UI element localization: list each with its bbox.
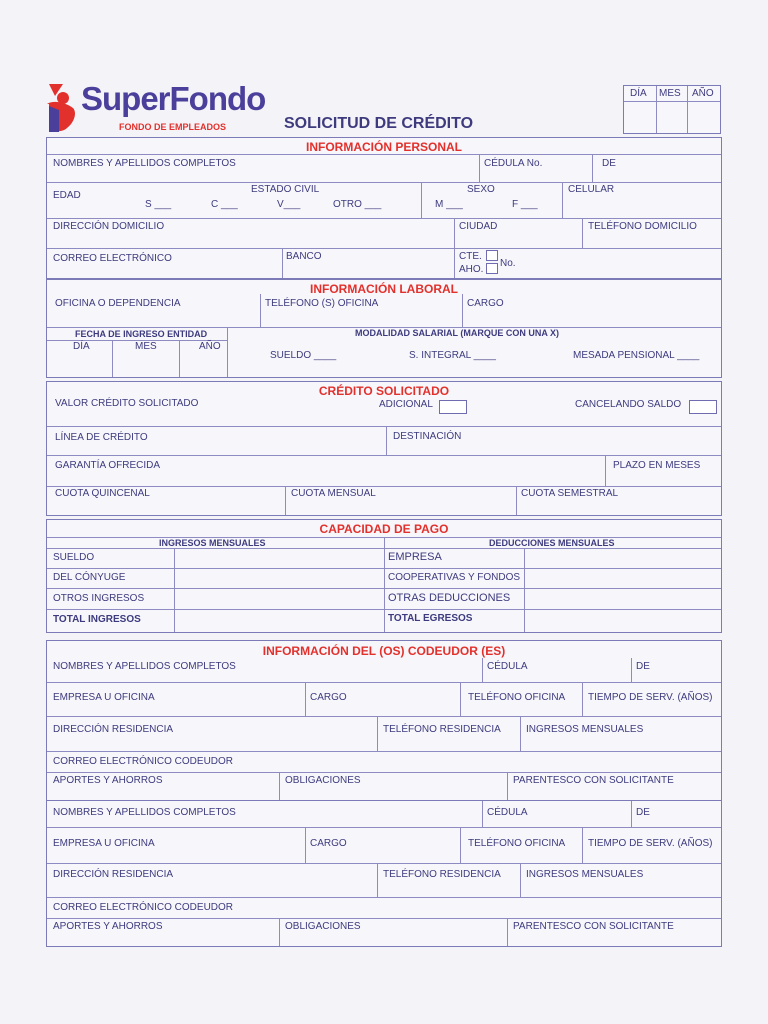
credito-cancelando-label: CANCELANDO SALDO xyxy=(575,399,682,410)
credito-linea-label: LÍNEA DE CRÉDITO xyxy=(55,432,148,443)
laboral-mes-label: MES xyxy=(135,341,157,352)
codeudor1-correo-label: CORREO ELECTRÓNICO CODEUDOR xyxy=(53,756,234,767)
codeudor1-names-label: NOMBRES Y APELLIDOS COMPLETOS xyxy=(53,661,236,672)
personal-ciudad-label: CIUDAD xyxy=(459,221,498,232)
ingreso-otros-label: OTROS INGRESOS xyxy=(53,593,145,604)
personal-celular-label: CELULAR xyxy=(568,184,615,195)
personal-otro-option[interactable]: OTRO ___ xyxy=(333,199,382,210)
codeudor-heading: INFORMACIÓN DEL (OS) CODEUDOR (ES) xyxy=(262,644,506,658)
deduccion-otras-label: OTRAS DEDUCCIONES xyxy=(388,592,511,604)
total-egresos-label: TOTAL EGRESOS xyxy=(388,613,473,624)
personal-sexo-label: SEXO xyxy=(467,184,495,195)
date-month-label: MES xyxy=(659,88,681,99)
section-personal xyxy=(46,137,722,279)
personal-v-option[interactable]: V___ xyxy=(277,199,301,210)
codeudor1-de-label: DE xyxy=(636,661,650,672)
personal-aho-label: AHO. xyxy=(459,264,484,275)
codeudor2-telefono-residencia-label: TELÉFONO RESIDENCIA xyxy=(383,869,501,880)
codeudor2-aportes-label: APORTES Y AHORROS xyxy=(53,921,163,932)
personal-m-option[interactable]: M ___ xyxy=(435,199,463,210)
laboral-integral-option[interactable]: S. INTEGRAL ____ xyxy=(409,350,496,361)
credito-mensual-label: CUOTA MENSUAL xyxy=(291,488,376,499)
laboral-anio-label: AÑO xyxy=(199,341,221,352)
credito-destinacion-label: DESTINACIÓN xyxy=(393,431,462,442)
personal-s-option[interactable]: S ___ xyxy=(145,199,172,210)
adicional-checkbox[interactable] xyxy=(439,400,467,414)
logo-tagline: FONDO DE EMPLEADOS xyxy=(119,122,227,132)
codeudor1-parentesco-label: PARENTESCO CON SOLICITANTE xyxy=(513,775,674,786)
credito-adicional-label: ADICIONAL xyxy=(379,399,433,410)
aho-checkbox[interactable] xyxy=(486,263,498,274)
section-laboral xyxy=(46,279,722,378)
laboral-dia-label: DÍA xyxy=(73,341,90,352)
deduccion-empresa-label: EMPRESA xyxy=(388,551,442,563)
personal-cte-label: CTE. xyxy=(459,251,482,262)
laboral-oficina-label: OFICINA O DEPENDENCIA xyxy=(55,298,181,309)
capacidad-heading: CAPACIDAD DE PAGO xyxy=(319,522,449,536)
codeudor2-correo-label: CORREO ELECTRÓNICO CODEUDOR xyxy=(53,902,234,913)
laboral-modalidad-label: MODALIDAD SALARIAL (MARQUE CON UNA X) xyxy=(355,328,559,338)
date-box xyxy=(623,85,721,134)
credito-garantia-label: GARANTÍA OFRECIDA xyxy=(55,460,161,471)
personal-names-label: NOMBRES Y APELLIDOS COMPLETOS xyxy=(53,158,236,169)
personal-c-option[interactable]: C ___ xyxy=(211,199,238,210)
credito-quincenal-label: CUOTA QUINCENAL xyxy=(55,488,150,499)
laboral-fecha-label: FECHA DE INGRESO ENTIDAD xyxy=(75,329,208,339)
personal-banco-label: BANCO xyxy=(286,251,322,262)
credito-valor-label: VALOR CRÉDITO SOLICITADO xyxy=(55,398,199,409)
total-ingresos-label: TOTAL INGRESOS xyxy=(53,614,141,625)
deducciones-head: DEDUCCIONES MENSUALES xyxy=(489,538,615,548)
codeudor1-obligaciones-label: OBLIGACIONES xyxy=(285,775,361,786)
cte-checkbox[interactable] xyxy=(486,250,498,261)
date-year-label: AÑO xyxy=(692,88,714,99)
laboral-cargo-label: CARGO xyxy=(467,298,504,309)
codeudor1-ingresos-label: INGRESOS MENSUALES xyxy=(526,724,644,735)
codeudor2-ingresos-label: INGRESOS MENSUALES xyxy=(526,869,644,880)
section-credito xyxy=(46,381,722,516)
section-codeudor-1 xyxy=(46,640,722,802)
logo xyxy=(45,80,266,138)
laboral-heading: INFORMACIÓN LABORAL xyxy=(310,282,458,296)
laboral-sueldo-option[interactable]: SUELDO ____ xyxy=(270,350,337,361)
codeudor2-empresa-label: EMPRESA U OFICINA xyxy=(53,838,155,849)
codeudor2-parentesco-label: PARENTESCO CON SOLICITANTE xyxy=(513,921,674,932)
logo-mark-icon xyxy=(45,82,79,134)
codeudor2-cargo-label: CARGO xyxy=(310,838,347,849)
personal-direccion-label: DIRECCIÓN DOMICILIO xyxy=(53,221,165,232)
codeudor1-aportes-label: APORTES Y AHORROS xyxy=(53,775,163,786)
personal-cedula-label: CÉDULA No. xyxy=(484,158,543,169)
date-day-label: DÍA xyxy=(630,88,647,99)
credito-plazo-label: PLAZO EN MESES xyxy=(613,460,701,471)
codeudor2-obligaciones-label: OBLIGACIONES xyxy=(285,921,361,932)
personal-telefono-label: TELÉFONO DOMICILIO xyxy=(588,221,697,232)
credito-semestral-label: CUOTA SEMESTRAL xyxy=(521,488,619,499)
deduccion-cooperativas-label: COOPERATIVAS Y FONDOS xyxy=(388,572,521,583)
personal-no-label: No. xyxy=(500,258,516,269)
codeudor1-tiempo-label: TIEMPO DE SERV. (AÑOS) xyxy=(588,692,713,703)
codeudor2-direccion-label: DIRECCIÓN RESIDENCIA xyxy=(53,869,174,880)
personal-correo-label: CORREO ELECTRÓNICO xyxy=(53,253,172,264)
personal-heading: INFORMACIÓN PERSONAL xyxy=(306,140,462,154)
codeudor1-empresa-label: EMPRESA U OFICINA xyxy=(53,692,155,703)
codeudor1-telefono-residencia-label: TELÉFONO RESIDENCIA xyxy=(383,724,501,735)
laboral-telefono-label: TELÉFONO (S) OFICINA xyxy=(265,298,379,309)
codeudor2-telefono-oficina-label: TELÉFONO OFICINA xyxy=(468,838,566,849)
logo-name: SuperFondo xyxy=(81,80,266,117)
codeudor1-direccion-label: DIRECCIÓN RESIDENCIA xyxy=(53,724,174,735)
cancelando-checkbox[interactable] xyxy=(689,400,717,414)
codeudor2-tiempo-label: TIEMPO DE SERV. (AÑOS) xyxy=(588,838,713,849)
personal-f-option[interactable]: F ___ xyxy=(512,199,538,210)
personal-edad-label: EDAD xyxy=(53,190,81,201)
codeudor1-cedula-label: CÉDULA xyxy=(487,661,528,672)
codeudor1-telefono-oficina-label: TELÉFONO OFICINA xyxy=(468,692,566,703)
credito-heading: CRÉDITO SOLICITADO xyxy=(318,384,450,398)
codeudor2-cedula-label: CÉDULA xyxy=(487,807,528,818)
ingreso-conyuge-label: DEL CÓNYUGE xyxy=(53,572,126,583)
codeudor1-cargo-label: CARGO xyxy=(310,692,347,703)
ingresos-head: INGRESOS MENSUALES xyxy=(159,538,266,548)
personal-estado-civil-label: ESTADO CIVIL xyxy=(251,184,320,195)
personal-de-label: DE xyxy=(602,158,616,169)
section-codeudor-2 xyxy=(46,800,722,947)
page-title: SOLICITUD DE CRÉDITO xyxy=(284,115,474,132)
laboral-mesada-option[interactable]: MESADA PENSIONAL ____ xyxy=(573,350,700,361)
codeudor2-names-label: NOMBRES Y APELLIDOS COMPLETOS xyxy=(53,807,236,818)
ingreso-sueldo-label: SUELDO xyxy=(53,552,95,563)
section-capacidad xyxy=(46,519,722,633)
codeudor2-de-label: DE xyxy=(636,807,650,818)
